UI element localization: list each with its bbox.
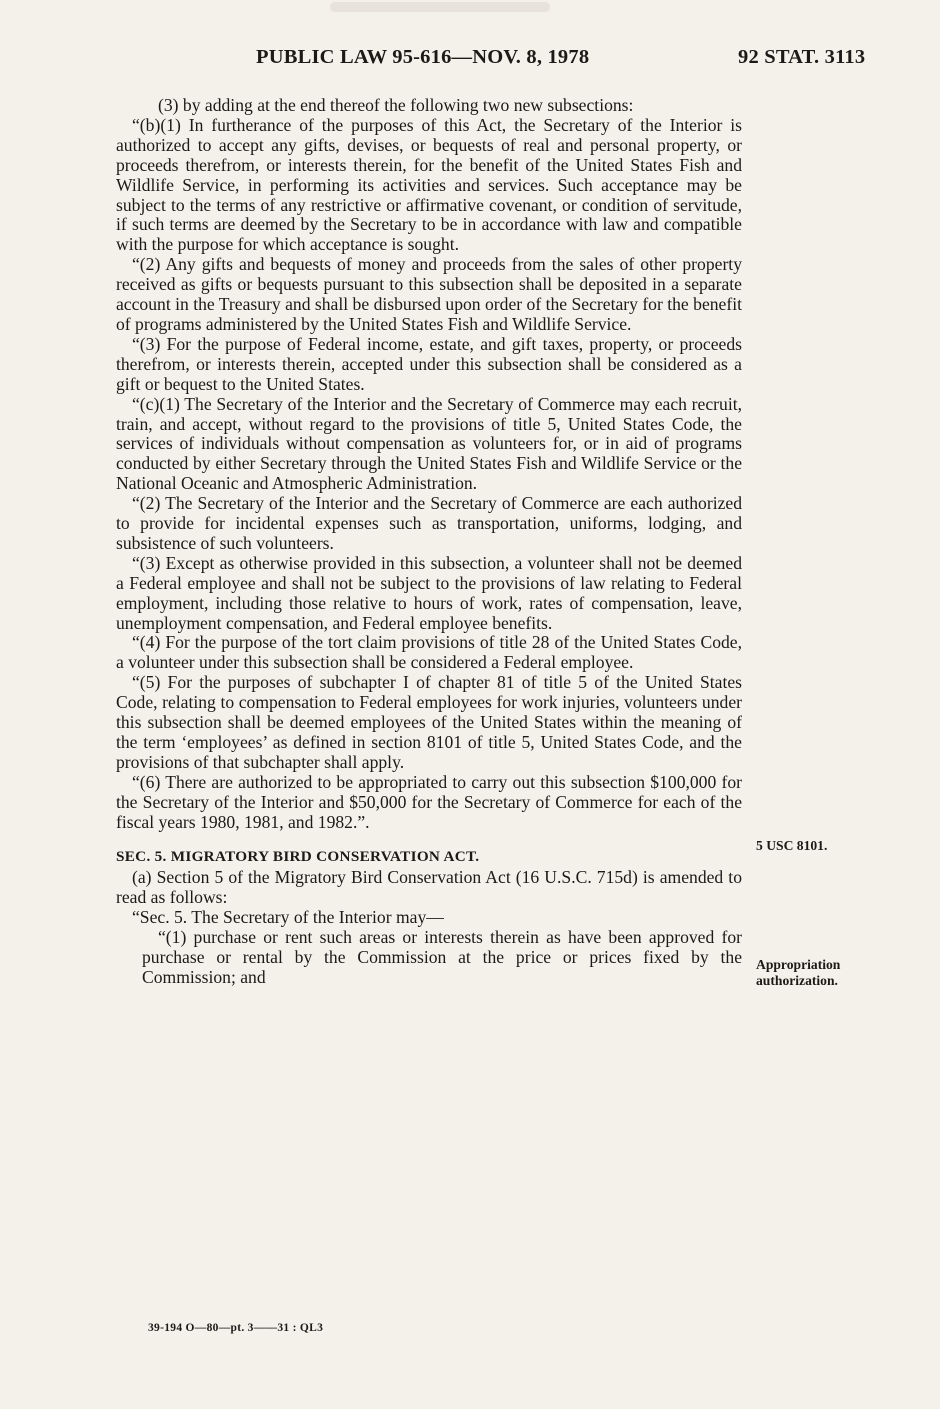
print-footer: 39-194 O—80—pt. 3——31 : QL3 [148, 1322, 324, 1334]
paragraph-b1: “(b)(1) In furtherance of the purposes of this Act, the Secretary of the Interior is authorized to accept any gifts, devises, or bequests of real and personal property, or proceeds therefrom, or interests therein, for the benefit of the United States Fish and Wildlife Service, in performing its activities and services. Such acceptance may be subject to the terms of any restrictive or affirmative covenant, or condition of servitude, if such terms are deemed by the Secretary to be in accordance with law and compatible with the purpose for which acceptance is sought. [116, 114, 742, 255]
margin-note-usc: 5 USC 8101. [756, 838, 828, 853]
paragraph-c6: “(6) There are authorized to be appropriated to carry out this subsection $100,000 for the Secretary of the Interior and $50,000 for the Secretary of Commerce for each of the fiscal years 1980, 1981, and 1982.”. [116, 771, 742, 832]
paragraph-c2: “(2) The Secretary of the Interior and the Secretary of Commerce are each authorized to provide for incidental expenses such as transportation, uniforms, lodging, and subsistence of such volunteers. [116, 493, 742, 553]
body-text [116, 96, 742, 988]
paragraph-c1: “(c)(1) The Secretary of the Interior and the Secretary of Commerce may each recruit, train, and accept, without regard to the provisions of title 5, United States Code, the services of individuals without compensation as volunteers for, or in aid of programs conducted by either Secretary through the United States Fish and Wildlife Service or the National Oceanic and Atmospheric Administration. [116, 393, 742, 494]
section-heading: SEC. 5. MIGRATORY BIRD CONSERVATION ACT. [116, 847, 480, 865]
paragraph-c5: “(5) For the purposes of subchapter I of chapter 81 of title 5 of the United States Code, relating to compensation to Federal employees for work injuries, volunteers under this subsection shall be deemed employees of the United States within the meaning of the term ‘employees’ as defined in section 8101 of title 5, United States Code, and the provisions of that subchapter shall apply. [116, 672, 742, 772]
paragraph-c4: “(4) For the purpose of the tort claim provisions of title 28 of the United States Code, a volunteer under this subsection shall be considered a Federal employee. [116, 632, 742, 673]
paragraph-3: (3) by adding at the end thereof the following two new subsections: [158, 95, 634, 115]
paragraph-sec5-1: “(1) purchase or rent such areas or interests therein as have been approved for purchase or rental by the Commission at the price or prices fixed by the Commission; and [142, 927, 742, 987]
running-header-stat: 92 STAT. 3113 [738, 46, 866, 68]
paragraph-sec5-a: (a) Section 5 of the Migratory Bird Conservation Act (16 U.S.C. 715d) is amended to read as follows: [116, 867, 742, 908]
margin-note-appropriation: Appropriation authorization. [756, 957, 841, 988]
scan-smudge [330, 2, 550, 12]
running-header-title: PUBLIC LAW 95-616—NOV. 8, 1978 [256, 46, 590, 68]
paragraph-c3: “(3) Except as otherwise provided in this subsection, a volunteer shall not be deemed a Federal employee and shall not be subject to the provisions of law relating to Federal employment, including those relative to hours of work, rates of compensation, leave, unemployment compensation, and Federal employee benefits. [116, 552, 742, 633]
paragraph-b3: “(3) For the purpose of Federal income, estate, and gift taxes, property, or proceeds therefrom, or interests therein, accepted under this subsection shall be considered as a gift or bequest to the United States. [116, 333, 742, 394]
paragraph-sec5-intro: “Sec. 5. The Secretary of the Interior may— [132, 907, 444, 928]
paragraph-b2: “(2) Any gifts and bequests of money and proceeds from the sales of other property received as gifts or bequests pursuant to this subsection shall be deposited in a separate account in the Treasury and shall be disbursed upon order of the Secretary for the benefit of programs administered by the United States Fish and Wildlife Service. [116, 254, 742, 334]
